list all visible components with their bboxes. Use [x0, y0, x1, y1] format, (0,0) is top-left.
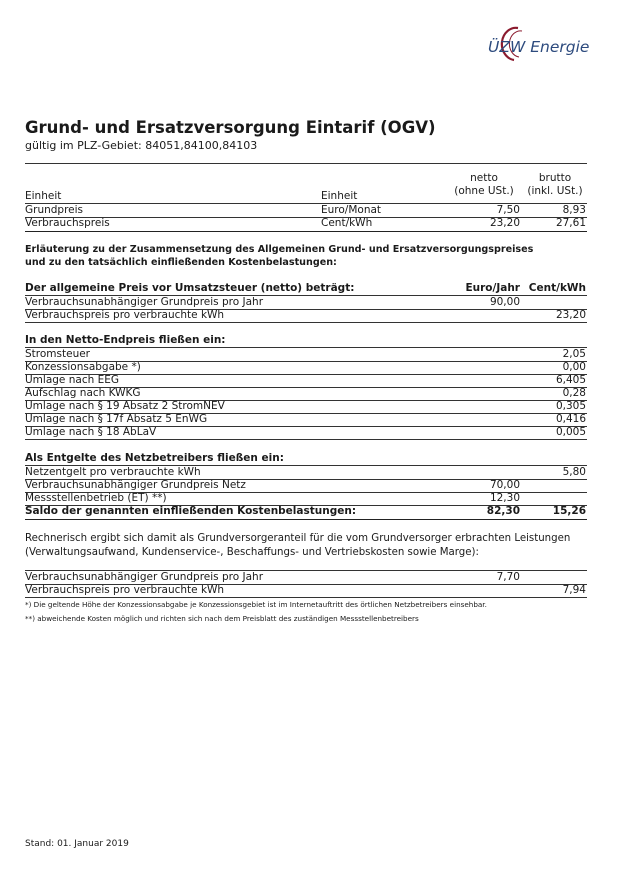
table-row-cent: 5,80	[562, 466, 586, 478]
page-title: Grund- und Ersatzversorgung Eintarif (OGV)	[25, 118, 436, 137]
table-row-label: Umlage nach § 19 Absatz 2 StromNEV	[25, 400, 225, 412]
table-row-label: Umlage nach § 17f Absatz 5 EnWG	[25, 413, 208, 425]
saldo-cent: 15,26	[552, 505, 586, 517]
table-row-netto: 7,50	[496, 204, 520, 216]
header-netto-sub: (ohne USt.)	[454, 185, 514, 197]
header-brutto-sub: (inkl. USt.)	[527, 185, 583, 197]
table-row-label: Umlage nach EEG	[25, 374, 119, 386]
page-subtitle: gültig im PLZ-Gebiet: 84051,84100,84103	[25, 139, 258, 152]
table-row-cent: 23,20	[555, 309, 586, 321]
table-row-netto: 23,20	[489, 217, 520, 229]
divider	[25, 322, 587, 323]
rechnerisch-line1: Rechnerisch ergibt sich damit als Grundversorgeranteil für die vom Grundversorger erbrachten Leistungen	[25, 533, 571, 544]
explanation-line1: Erläuterung zu der Zusammensetzung des Allgemeinen Grund- und Ersatzversorgungspreises	[25, 244, 534, 255]
table-row-label: Netzentgelt pro verbrauchte kWh	[25, 466, 201, 478]
divider	[25, 163, 587, 164]
table-row-label: Verbrauchsunabhängiger Grundpreis Netz	[25, 479, 246, 491]
table-row-label: Grundpreis	[25, 204, 84, 216]
divider	[25, 347, 587, 348]
table-row-cent: 7,94	[562, 584, 586, 596]
saldo-label: Saldo der genannten einfließenden Kostenbelastungen:	[25, 505, 357, 517]
table-row-label: Verbrauchspreis pro verbrauchte kWh	[25, 309, 225, 321]
saldo-euro: 82,30	[486, 505, 520, 517]
table-row-label: Verbrauchsunabhängiger Grundpreis pro Jahr	[25, 571, 264, 583]
section-heading: In den Netto-Endpreis fließen ein:	[25, 334, 226, 346]
table-row-value: 0,416	[555, 413, 586, 425]
explanation-line2: und zu den tatsächlich einfließenden Kostenbelastungen:	[25, 257, 337, 268]
divider	[25, 231, 587, 232]
table-row-label: Stromsteuer	[25, 348, 90, 360]
table-row-label: Verbrauchsunabhängiger Grundpreis pro Jahr	[25, 296, 264, 308]
header-brutto: brutto	[538, 172, 572, 184]
table-row-label: Aufschlag nach KWKG	[25, 387, 141, 399]
company-logo	[478, 22, 602, 64]
table-row-euro: 12,30	[489, 492, 520, 504]
rechnerisch-line2: (Verwaltungsaufwand, Kundenservice-, Beschaffungs- und Vertriebskosten sowie Marge):	[25, 547, 479, 558]
table-row-label: Verbrauchspreis	[25, 217, 110, 229]
section-heading: Als Entgelte des Netzbetreibers fließen ein:	[25, 452, 284, 464]
section-heading: Der allgemeine Preis vor Umsatzsteuer (netto) beträgt:	[25, 282, 355, 294]
table-row-euro: 90,00	[489, 296, 520, 308]
header-einheit-1: Einheit	[25, 190, 62, 202]
header-netto: netto	[470, 172, 498, 184]
table-row-euro: 70,00	[489, 479, 520, 491]
table-row-value: 0,28	[562, 387, 586, 399]
table-row-euro: 7,70	[496, 571, 520, 583]
table-row-value: 0,00	[562, 361, 586, 373]
table-row-brutto: 27,61	[555, 217, 586, 229]
divider	[25, 519, 587, 520]
table-row-value: 0,005	[555, 426, 586, 438]
table-row-unit: Cent/kWh	[321, 217, 373, 229]
table-row-brutto: 8,93	[562, 204, 586, 216]
table-row-label: Verbrauchspreis pro verbrauchte kWh	[25, 584, 225, 596]
logo-text: ÜZW Energie	[488, 38, 590, 56]
header-einheit-2: Einheit	[321, 190, 358, 202]
divider	[25, 597, 587, 598]
col-header-cent: Cent/kWh	[528, 282, 586, 294]
footnote-2: **) abweichende Kosten möglich und richten sich nach dem Preisblatt des zuständigen Messstellenbetreibers	[25, 614, 419, 623]
divider	[25, 439, 587, 440]
table-row-label: Konzessionsabgabe *)	[25, 361, 141, 373]
table-row-label: Messstellenbetrieb (ET) **)	[25, 492, 167, 504]
table-row-value: 0,305	[555, 400, 586, 412]
table-row-value: 6,405	[555, 374, 586, 386]
table-row-label: Umlage nach § 18 AbLaV	[25, 426, 157, 438]
table-row-unit: Euro/Monat	[321, 204, 382, 216]
footnote-1: *) Die geltende Höhe der Konzessionsabgabe je Konzessionsgebiet ist im Internetauftritt des örtlichen Netzbetreibers einsehbar.	[25, 600, 487, 609]
col-header-euro: Euro/Jahr	[465, 282, 520, 294]
table-row-value: 2,05	[562, 348, 586, 360]
stand-date: Stand: 01. Januar 2019	[25, 839, 129, 849]
